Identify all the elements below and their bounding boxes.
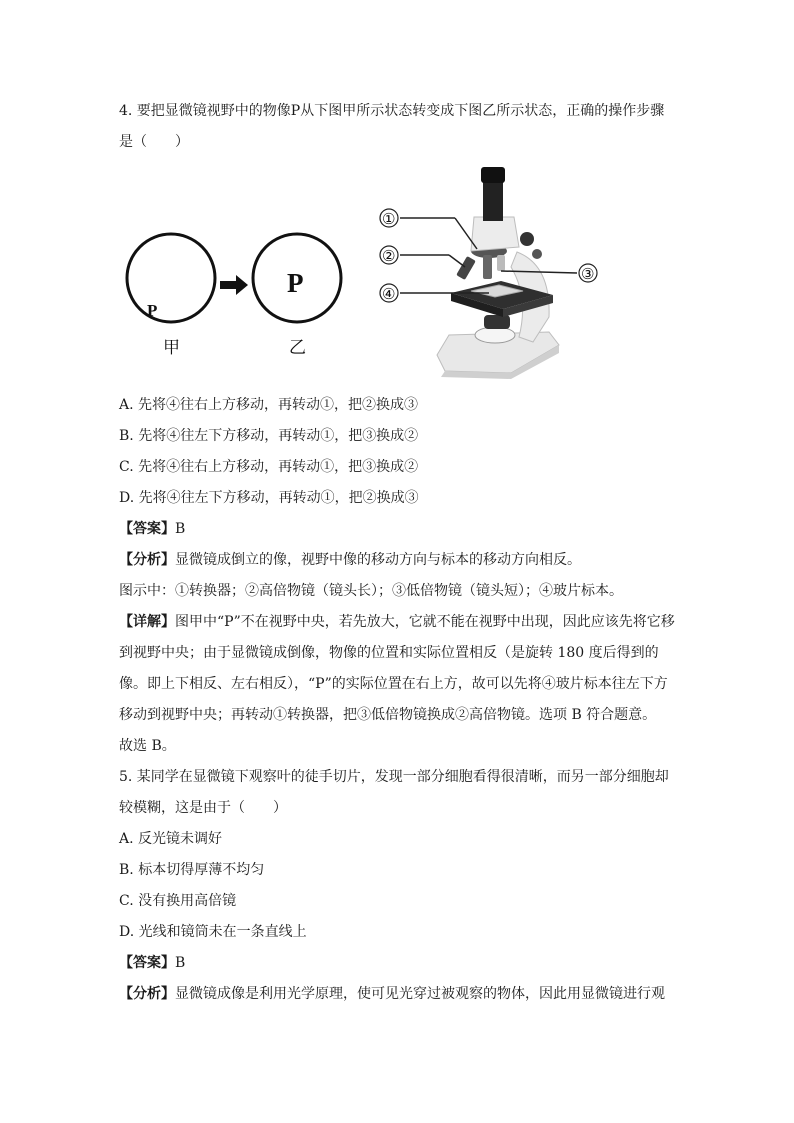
q4-detail-text1: 图甲中“P”不在视野中央，若先放大，它就不能在视野中出现，因此应该先将它移 bbox=[175, 614, 675, 630]
q5-option-b: B. 标本切得厚薄不均匀 bbox=[119, 862, 265, 878]
q4-answer-line bbox=[119, 519, 185, 539]
q4-detail-line3: 像。即上下相反、左右相反），“P”的实际位置在右上方，故可以先将④玻片标本往左下方 bbox=[119, 676, 668, 692]
q4-detail-line4: 移动到视野中央；再转动①转换器，把③低倍物镜换成②高倍物镜。选项 B 符合题意。 bbox=[119, 707, 657, 723]
q4-detail-line5: 故选 B。 bbox=[119, 738, 176, 754]
q5-answer-tag: 【答案】 bbox=[119, 955, 175, 971]
callout-2-label: ② bbox=[382, 247, 396, 265]
jia-p-letter: P bbox=[147, 301, 158, 320]
q5-analysis-line bbox=[119, 984, 665, 1004]
callout-1-label: ① bbox=[382, 210, 396, 228]
q4-stem-line2: 是（ ） bbox=[119, 134, 189, 150]
q4-analysis-text: 显微镜成倒立的像，视野中像的移动方向与标本的移动方向相反。 bbox=[175, 552, 581, 568]
q5-stem-line1: 5. 某同学在显微镜下观察叶的徒手切片，发现一部分细胞看得很清晰，而另一部分细胞却 bbox=[119, 769, 669, 785]
q4-detail-line2: 到视野中央；由于显微镜成倒像，物像的位置和实际位置相反（是旋转 180 度后得到的 bbox=[119, 645, 659, 661]
q5-answer-line bbox=[119, 953, 185, 973]
microscope-illustration bbox=[437, 167, 559, 379]
q5-option-d: D. 光线和镜筒未在一条直线上 bbox=[119, 924, 307, 940]
q4-stem-line1: 4. 要把显微镜视野中的物像P从下图甲所示状态转变成下图乙所示状态，正确的操作步骤 bbox=[119, 103, 665, 119]
q4-analysis-tag: 【分析】 bbox=[119, 552, 175, 568]
q4-detail-tag: 【详解】 bbox=[119, 614, 175, 630]
q5-analysis-text: 显微镜成像是利用光学原理，使可见光穿过被观察的物体，因此用显微镜进行观 bbox=[175, 986, 665, 1002]
q4-detail-line1 bbox=[119, 612, 675, 632]
q5-analysis-tag: 【分析】 bbox=[119, 986, 175, 1002]
transform-arrow-icon bbox=[220, 275, 248, 295]
callout-4-label: ④ bbox=[382, 285, 396, 303]
q4-option-d: D. 先将④往左下方移动，再转动①，把②换成③ bbox=[119, 490, 419, 506]
q5-option-a: A. 反光镜未调好 bbox=[119, 831, 223, 847]
field-of-view-jia bbox=[127, 234, 215, 358]
q4-answer-value: B bbox=[175, 521, 186, 537]
field-of-view-yi bbox=[253, 234, 341, 358]
q4-answer-tag: 【答案】 bbox=[119, 521, 175, 537]
q5-stem-line2: 较模糊，这是由于（ ） bbox=[119, 800, 287, 816]
q5-answer-value: B bbox=[175, 955, 186, 971]
jia-caption: 甲 bbox=[163, 338, 180, 358]
yi-caption: 乙 bbox=[289, 338, 306, 358]
q4-option-a: A. 先将④往右上方移动，再转动①，把②换成③ bbox=[119, 397, 419, 413]
yi-p-letter: P bbox=[287, 268, 304, 298]
q4-figure bbox=[119, 167, 679, 382]
q5-option-c: C. 没有换用高倍镜 bbox=[119, 893, 237, 909]
q4-option-b: B. 先将④往左下方移动，再转动①，把③换成② bbox=[119, 428, 419, 444]
callout-3-label: ③ bbox=[581, 265, 595, 283]
q4-option-c: C. 先将④往右上方移动，再转动①，把③换成② bbox=[119, 459, 419, 475]
q4-legend: 图示中：①转换器；②高倍物镜（镜头长）；③低倍物镜（镜头短）；④玻片标本。 bbox=[119, 583, 623, 599]
q4-analysis-line bbox=[119, 550, 581, 570]
figure-svg bbox=[119, 167, 679, 382]
